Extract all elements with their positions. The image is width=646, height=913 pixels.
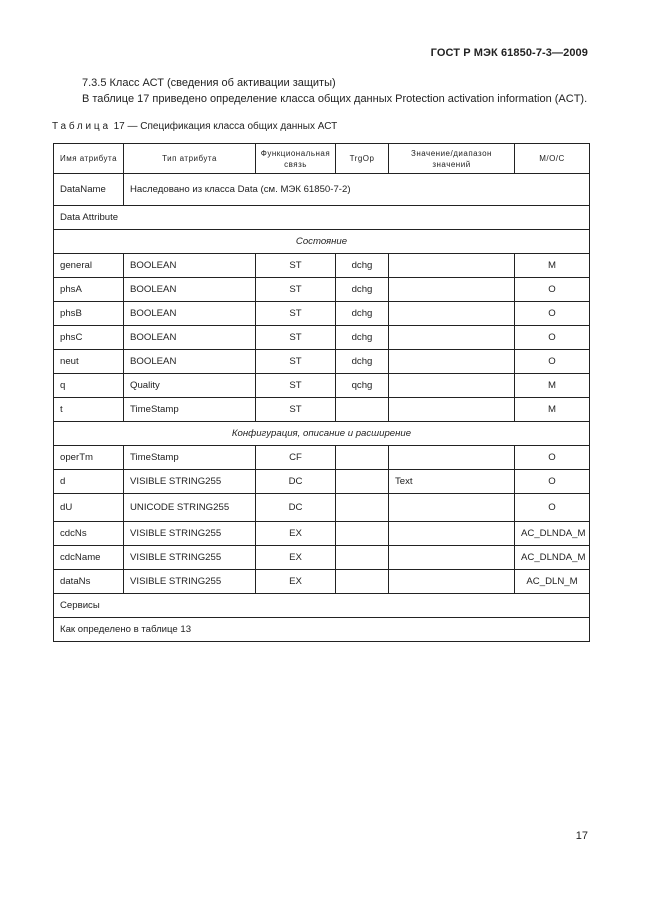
attribute-name: phsA — [54, 278, 124, 302]
attribute-type: VISIBLE STRING255 — [124, 570, 256, 594]
spec-table — [53, 143, 590, 642]
moc-flag: O — [515, 302, 590, 326]
functional-constraint: CF — [256, 446, 336, 470]
trigger-option: dchg — [336, 278, 389, 302]
functional-constraint: ST — [256, 278, 336, 302]
section-heading: 7.3.5 Класс АСТ (сведения об активации защиты) — [82, 77, 336, 89]
value-range: Text — [389, 470, 515, 494]
table-row — [54, 570, 590, 594]
attribute-name: t — [54, 398, 124, 422]
attribute-type: BOOLEAN — [124, 278, 256, 302]
value-range — [389, 522, 515, 546]
table-row — [54, 254, 590, 278]
data-attribute-row — [54, 206, 590, 230]
table-row — [54, 470, 590, 494]
table-row — [54, 374, 590, 398]
moc-flag: M — [515, 254, 590, 278]
column-header: М/О/С — [515, 144, 590, 174]
attribute-name: dU — [54, 494, 124, 522]
table-row — [54, 326, 590, 350]
section-config-label: Конфигурация, описание и расширение — [54, 422, 590, 446]
value-range — [389, 570, 515, 594]
value-range — [389, 350, 515, 374]
table-caption — [52, 121, 337, 132]
value-range — [389, 546, 515, 570]
table-header-row — [54, 144, 590, 174]
attribute-type: TimeStamp — [124, 446, 256, 470]
table-row — [54, 350, 590, 374]
inherited-note: Наследовано из класса Data (см. МЭК 61850-7-2) — [124, 174, 590, 206]
intro-paragraph: В таблице 17 приведено определение класса общих данных Protection activation information (ACT). — [82, 93, 588, 105]
services-note-row — [54, 618, 590, 642]
services-row — [54, 594, 590, 618]
attribute-name: cdcNs — [54, 522, 124, 546]
functional-constraint: ST — [256, 374, 336, 398]
section-status-label: Состояние — [54, 230, 590, 254]
trigger-option: qchg — [336, 374, 389, 398]
functional-constraint: ST — [256, 254, 336, 278]
table-caption-text: 17 — Спецификация класса общих данных АСТ — [110, 121, 338, 132]
moc-flag: AC_DLN_M — [515, 570, 590, 594]
attribute-type: BOOLEAN — [124, 254, 256, 278]
value-range — [389, 374, 515, 398]
column-header: Имя атрибута — [54, 144, 124, 174]
moc-flag: O — [515, 326, 590, 350]
section-row — [54, 230, 590, 254]
column-header: Тип атрибута — [124, 144, 256, 174]
moc-flag: M — [515, 374, 590, 398]
column-header: Функциональная связь — [256, 144, 336, 174]
trigger-option: dchg — [336, 326, 389, 350]
table-row — [54, 522, 590, 546]
trigger-option — [336, 446, 389, 470]
attribute-type: VISIBLE STRING255 — [124, 522, 256, 546]
trigger-option — [336, 494, 389, 522]
trigger-option — [336, 522, 389, 546]
value-range — [389, 494, 515, 522]
functional-constraint: EX — [256, 570, 336, 594]
attribute-name: dataNs — [54, 570, 124, 594]
functional-constraint: EX — [256, 546, 336, 570]
table-caption-label: Таблица — [52, 121, 111, 132]
attribute-name: cdcName — [54, 546, 124, 570]
functional-constraint: DC — [256, 470, 336, 494]
attribute-name: neut — [54, 350, 124, 374]
moc-flag: AC_DLNDA_M — [515, 546, 590, 570]
trigger-option — [336, 570, 389, 594]
moc-flag: O — [515, 446, 590, 470]
attribute-name: phsC — [54, 326, 124, 350]
attribute-name: operTm — [54, 446, 124, 470]
functional-constraint: ST — [256, 302, 336, 326]
trigger-option — [336, 398, 389, 422]
attribute-type: VISIBLE STRING255 — [124, 546, 256, 570]
attribute-type: TimeStamp — [124, 398, 256, 422]
moc-flag: O — [515, 278, 590, 302]
functional-constraint: ST — [256, 326, 336, 350]
value-range — [389, 398, 515, 422]
value-range — [389, 446, 515, 470]
trigger-option — [336, 470, 389, 494]
functional-constraint: ST — [256, 350, 336, 374]
section-row — [54, 422, 590, 446]
value-range — [389, 254, 515, 278]
attribute-type: BOOLEAN — [124, 326, 256, 350]
table-row — [54, 494, 590, 522]
attribute-name: d — [54, 470, 124, 494]
services-text: Как определено в таблице 13 — [54, 618, 590, 642]
functional-constraint: ST — [256, 398, 336, 422]
table-row — [54, 302, 590, 326]
moc-flag: O — [515, 350, 590, 374]
value-range — [389, 326, 515, 350]
value-range — [389, 278, 515, 302]
table-row — [54, 278, 590, 302]
config-rows — [54, 446, 590, 594]
moc-flag: AC_DLNDA_M — [515, 522, 590, 546]
table-row — [54, 398, 590, 422]
attribute-type: BOOLEAN — [124, 302, 256, 326]
page-number: 17 — [575, 830, 588, 842]
attribute-type: Quality — [124, 374, 256, 398]
trigger-option — [336, 546, 389, 570]
status-rows — [54, 254, 590, 422]
attribute-name: DataName — [54, 174, 124, 206]
column-header: TrgOp — [336, 144, 389, 174]
value-range — [389, 302, 515, 326]
moc-flag: O — [515, 494, 590, 522]
attribute-type: BOOLEAN — [124, 350, 256, 374]
attribute-name: phsB — [54, 302, 124, 326]
trigger-option: dchg — [336, 302, 389, 326]
attribute-name: q — [54, 374, 124, 398]
table-row — [54, 546, 590, 570]
attribute-name: general — [54, 254, 124, 278]
moc-flag: M — [515, 398, 590, 422]
trigger-option: dchg — [336, 254, 389, 278]
attribute-type: VISIBLE STRING255 — [124, 470, 256, 494]
document-id: ГОСТ Р МЭК 61850-7-3—2009 — [430, 47, 588, 59]
table-row — [54, 446, 590, 470]
trigger-option: dchg — [336, 350, 389, 374]
attribute-type: UNICODE STRING255 — [124, 494, 256, 522]
column-header: Значение/диапазон значений — [389, 144, 515, 174]
functional-constraint: EX — [256, 522, 336, 546]
services-label: Сервисы — [54, 594, 590, 618]
functional-constraint: DC — [256, 494, 336, 522]
data-attribute-label: Data Attribute — [54, 206, 590, 230]
inherited-row — [54, 174, 590, 206]
moc-flag: O — [515, 470, 590, 494]
